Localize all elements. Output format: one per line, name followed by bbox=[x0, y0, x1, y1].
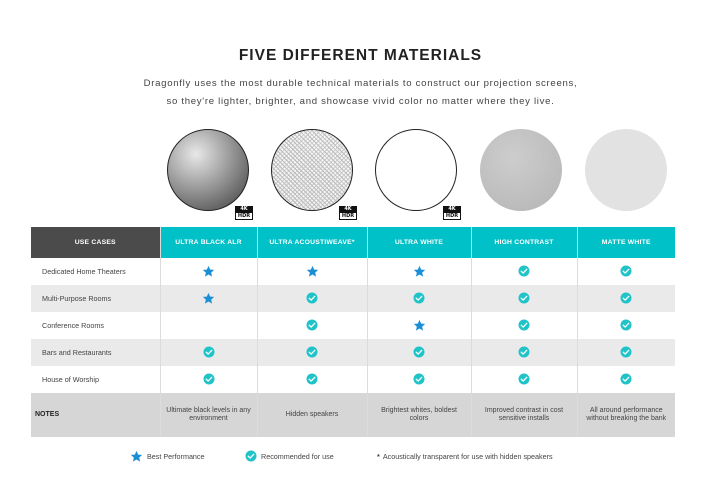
check-circle-icon bbox=[620, 373, 632, 385]
rating-cell bbox=[367, 339, 471, 366]
table-row bbox=[31, 258, 675, 285]
star-icon bbox=[130, 450, 143, 463]
materials-comparison-table bbox=[31, 227, 675, 437]
legend-asterisk-label: Acoustically transparent for use with hidden speakers bbox=[382, 451, 553, 461]
material-note: Ultimate black levels in any environment bbox=[160, 393, 257, 437]
asterisk-symbol: * bbox=[377, 451, 380, 461]
rating-cell bbox=[367, 285, 471, 312]
subtitle-line-2: so they're lighter, brighter, and showcase vivid color no matter where they live. bbox=[166, 96, 555, 107]
notes-label: NOTES bbox=[31, 393, 160, 437]
material-note: All around performance without breaking the bank bbox=[577, 393, 675, 437]
rating-cell bbox=[160, 285, 257, 312]
check-circle-icon bbox=[203, 373, 215, 385]
check-circle-icon bbox=[413, 346, 425, 358]
check-circle-icon bbox=[413, 292, 425, 304]
legend-recommended bbox=[245, 449, 334, 463]
material-header: ULTRA BLACK ALR bbox=[160, 227, 257, 258]
star-icon bbox=[202, 292, 215, 305]
table-row bbox=[31, 366, 675, 393]
page-title: FIVE DIFFERENT MATERIALS bbox=[238, 47, 483, 64]
rating-cell bbox=[257, 285, 367, 312]
use-cases-header: USE CASES bbox=[31, 227, 160, 258]
use-case-label: House of Worship bbox=[31, 366, 160, 393]
check-circle-icon bbox=[306, 292, 318, 304]
legend-best-label: Best Performance bbox=[147, 451, 205, 461]
material-note: Hidden speakers bbox=[257, 393, 367, 437]
table-row bbox=[31, 285, 675, 312]
check-circle-icon bbox=[620, 319, 632, 331]
table-header-row bbox=[31, 227, 675, 258]
star-icon bbox=[413, 319, 426, 332]
legend-asterisk-note bbox=[377, 449, 553, 463]
rating-cell bbox=[577, 258, 675, 285]
use-case-label: Dedicated Home Theaters bbox=[31, 258, 160, 285]
rating-cell bbox=[471, 312, 577, 339]
ultra-acoustiweave-swatch-icon bbox=[271, 129, 353, 211]
rating-cell bbox=[577, 339, 675, 366]
table-row bbox=[31, 339, 675, 366]
rating-cell bbox=[367, 366, 471, 393]
rating-cell bbox=[257, 312, 367, 339]
swatch-high-contrast bbox=[477, 126, 565, 214]
check-circle-icon bbox=[306, 346, 318, 358]
material-note: Improved contrast in cost sensitive installs bbox=[471, 393, 577, 437]
rating-cell bbox=[257, 258, 367, 285]
material-header: MATTE WHITE bbox=[577, 227, 675, 258]
4k-hdr-badge: 4K HDR bbox=[235, 206, 253, 220]
check-circle-icon bbox=[203, 346, 215, 358]
material-note: Brightest whites, boldest colors bbox=[367, 393, 471, 437]
use-case-label: Conference Rooms bbox=[31, 312, 160, 339]
check-circle-icon bbox=[620, 346, 632, 358]
star-icon bbox=[202, 265, 215, 278]
swatch-ultra-black-alr bbox=[164, 126, 252, 219]
rating-cell bbox=[471, 339, 577, 366]
check-circle-icon bbox=[518, 265, 530, 277]
table-row bbox=[31, 312, 675, 339]
rating-cell bbox=[160, 258, 257, 285]
check-circle-icon bbox=[245, 450, 257, 462]
rating-cell bbox=[471, 258, 577, 285]
rating-cell bbox=[471, 285, 577, 312]
swatch-ultra-white bbox=[372, 126, 460, 219]
ultra-white-swatch-icon bbox=[375, 129, 457, 211]
check-circle-icon bbox=[518, 373, 530, 385]
check-circle-icon bbox=[620, 265, 632, 277]
check-circle-icon bbox=[518, 292, 530, 304]
use-case-label: Multi-Purpose Rooms bbox=[31, 285, 160, 312]
notes-row bbox=[31, 393, 675, 437]
rating-cell bbox=[257, 366, 367, 393]
check-circle-icon bbox=[306, 319, 318, 331]
rating-cell bbox=[257, 339, 367, 366]
star-icon bbox=[413, 265, 426, 278]
star-icon bbox=[306, 265, 319, 278]
4k-hdr-badge: 4K HDR bbox=[443, 206, 461, 220]
check-circle-icon bbox=[306, 373, 318, 385]
check-circle-icon bbox=[518, 346, 530, 358]
material-header: ULTRA ACOUSTIWEAVE* bbox=[257, 227, 367, 258]
rating-cell bbox=[367, 258, 471, 285]
material-header: HIGH CONTRAST bbox=[471, 227, 577, 258]
rating-cell bbox=[471, 366, 577, 393]
material-header: ULTRA WHITE bbox=[367, 227, 471, 258]
high-contrast-swatch-icon bbox=[480, 129, 562, 211]
legend-recommended-label: Recommended for use bbox=[261, 451, 334, 461]
rating-cell bbox=[160, 339, 257, 366]
subtitle-line-1: Dragonfly uses the most durable technical materials to construct our projection screens, bbox=[143, 78, 578, 89]
rating-cell bbox=[577, 285, 675, 312]
check-circle-icon bbox=[518, 319, 530, 331]
4k-hdr-badge: 4K HDR bbox=[339, 206, 357, 220]
matte-white-swatch-icon bbox=[585, 129, 667, 211]
legend-best-performance bbox=[130, 449, 205, 463]
rating-cell bbox=[577, 366, 675, 393]
check-circle-icon bbox=[413, 373, 425, 385]
rating-cell bbox=[577, 312, 675, 339]
rating-cell bbox=[160, 312, 257, 339]
check-circle-icon bbox=[620, 292, 632, 304]
swatch-ultra-acoustiweave bbox=[268, 126, 356, 219]
ultra-black-alr-swatch-icon bbox=[167, 129, 249, 211]
rating-cell bbox=[367, 312, 471, 339]
page-subtitle bbox=[0, 75, 721, 111]
swatch-matte-white bbox=[582, 126, 670, 214]
rating-cell bbox=[160, 366, 257, 393]
use-case-label: Bars and Restaurants bbox=[31, 339, 160, 366]
